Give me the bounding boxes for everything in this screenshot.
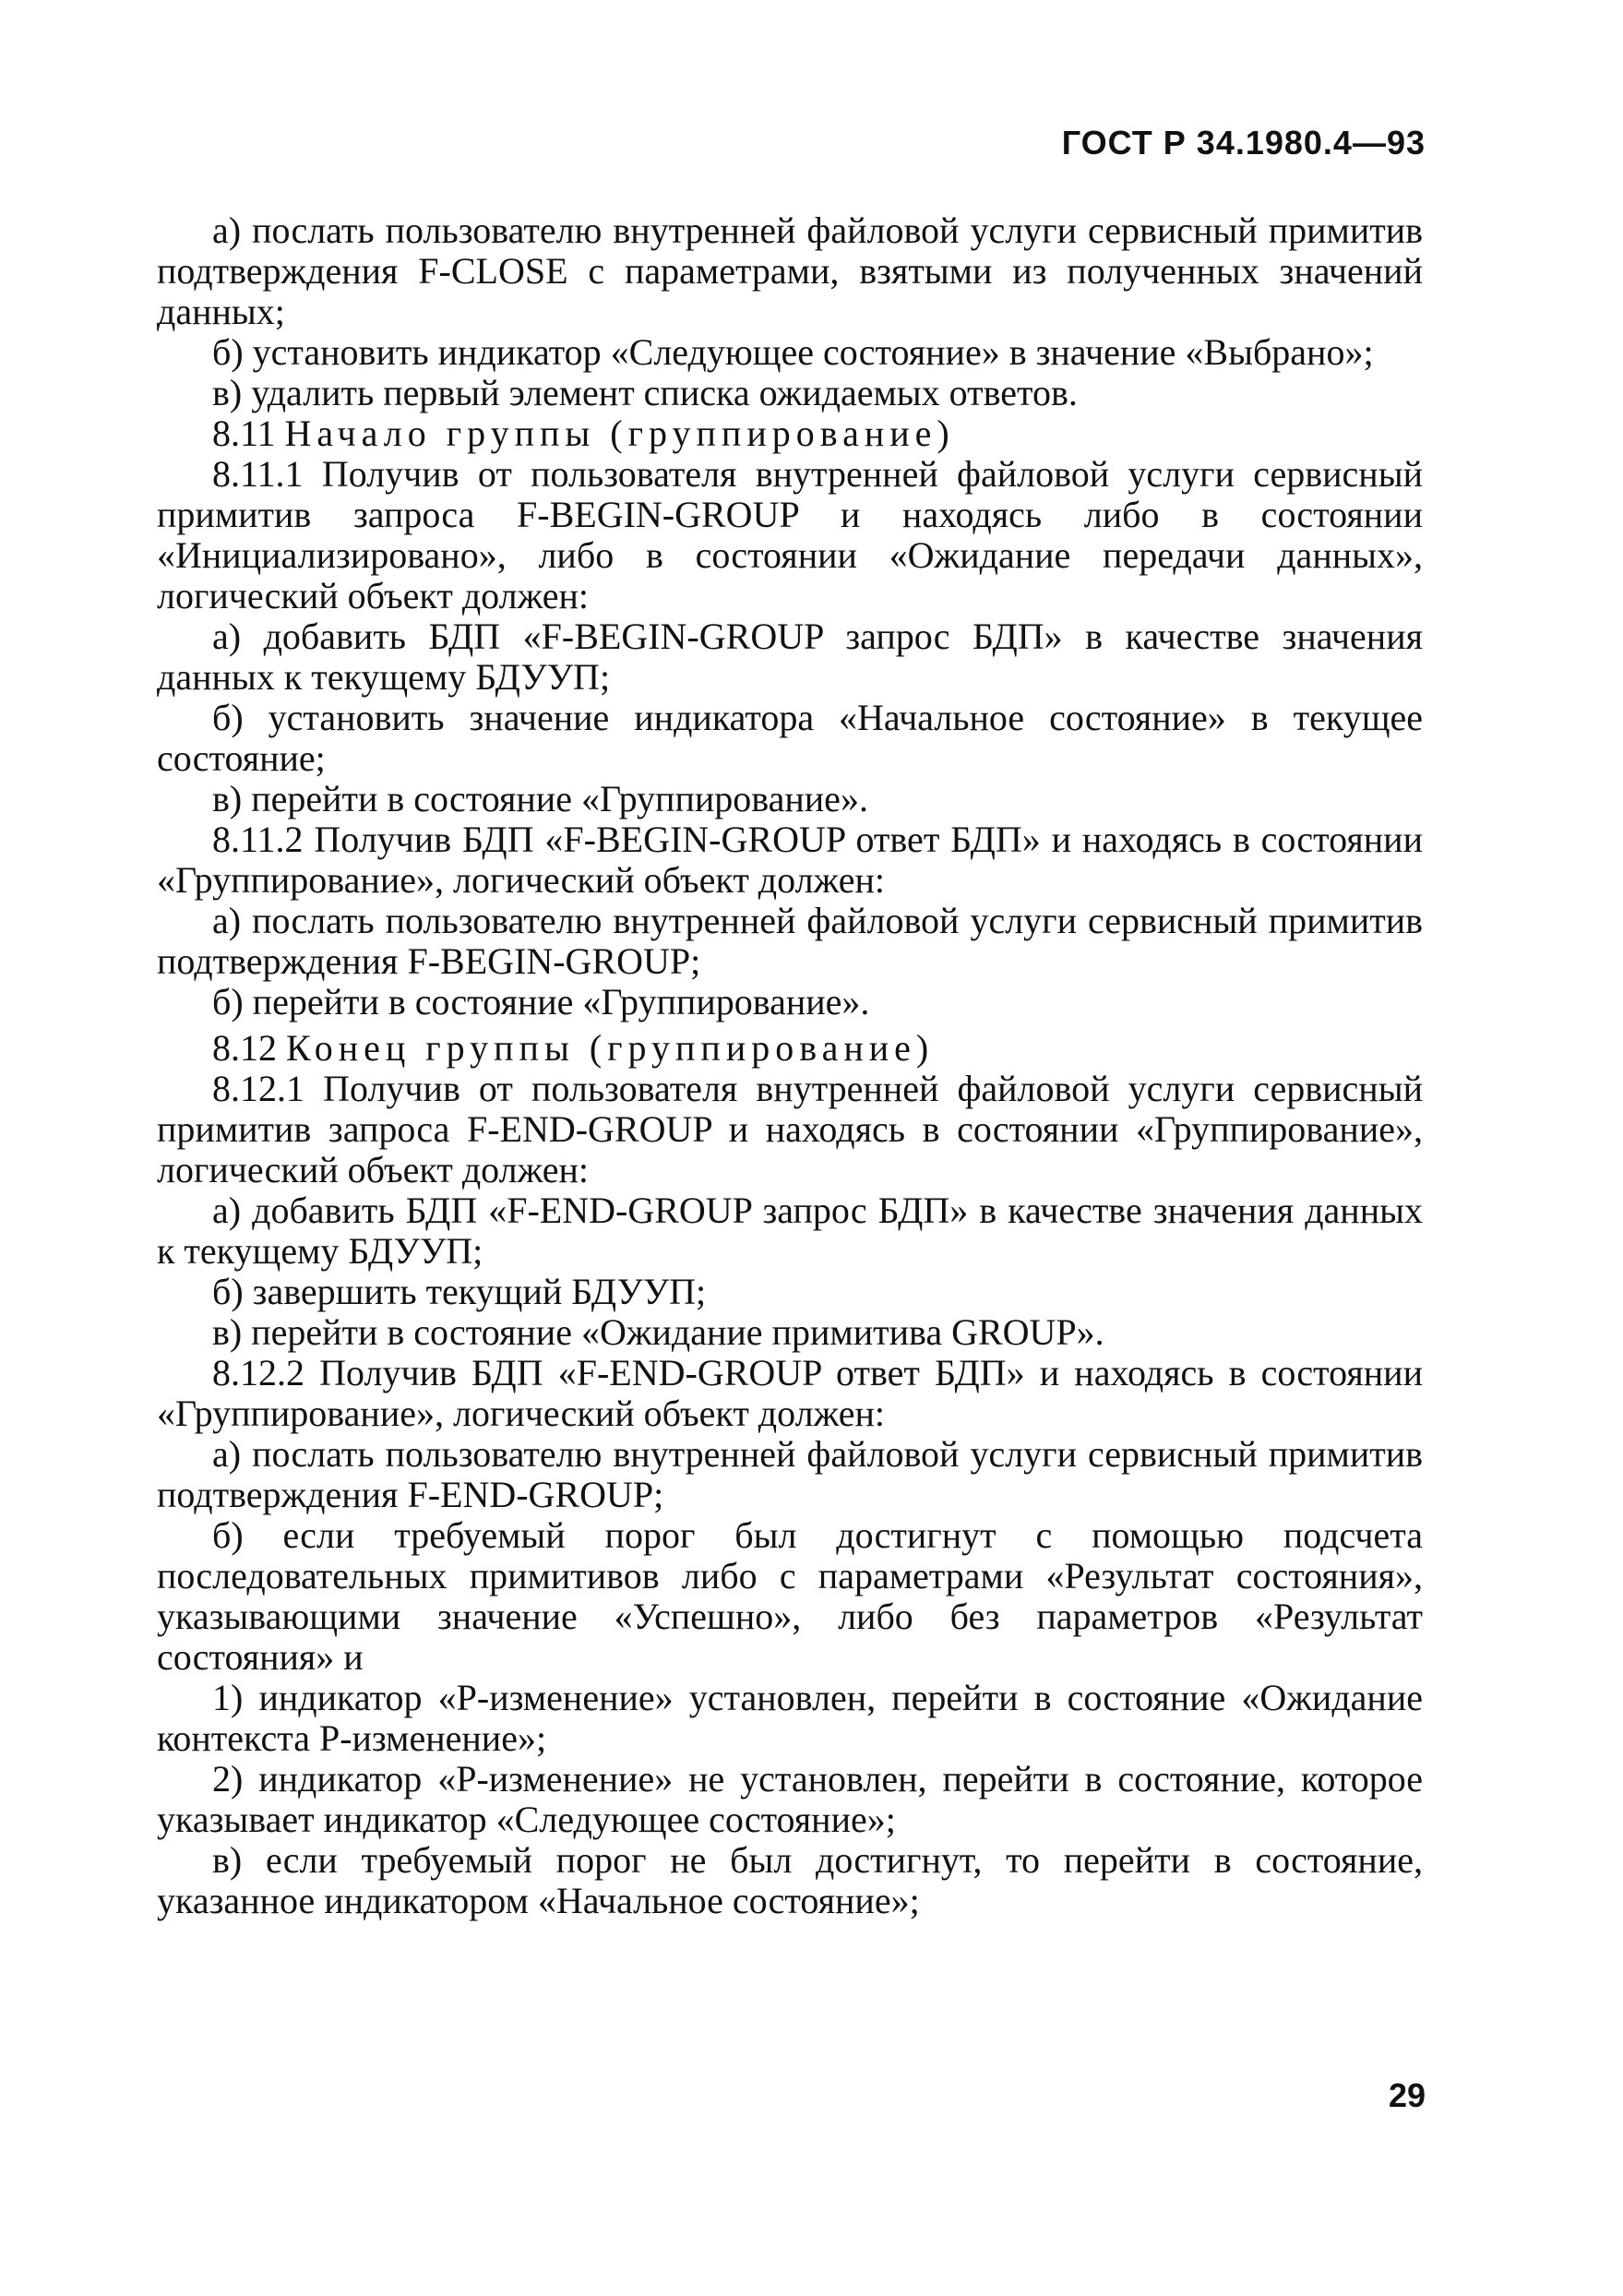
paragraph: б) перейти в состояние «Группирование». bbox=[212, 981, 870, 1022]
section-title: Конец группы (группирование) bbox=[286, 1027, 935, 1069]
paragraph: а) послать пользователю внутренней файловой услуги сервисный примитив подтверждения F-CLOSE с параметрами, взятыми из полученных значений данных; bbox=[157, 209, 1423, 332]
section-number: 8.12 bbox=[212, 1027, 277, 1069]
paragraph: а) послать пользователю внутренней файловой услуги сервисный примитив подтверждения F-END-GROUP; bbox=[157, 1433, 1423, 1515]
paragraph: в) если требуемый порог не был достигнут, то перейти в состояние, указанное индикатором «Начальное состояние»; bbox=[157, 1839, 1423, 1921]
paragraph: в) перейти в состояние «Ожидание примитива GROUP». bbox=[212, 1311, 1104, 1353]
paragraph: а) послать пользователю внутренней файловой услуги сервисный примитив подтверждения F-BEGIN-GROUP; bbox=[157, 900, 1423, 982]
paragraph: б) установить значение индикатора «Начальное состояние» в текущее состояние; bbox=[157, 697, 1423, 779]
page-number: 29 bbox=[1388, 2076, 1426, 2114]
paragraph: б) завершить текущий БДУУП; bbox=[212, 1271, 707, 1312]
paragraph: 2) индикатор «Р-изменение» не установлен, перейти в состояние, которое указывает индикатор «Следующее состояние»; bbox=[157, 1758, 1423, 1840]
section-heading-8-11 bbox=[157, 413, 1423, 454]
paragraph: 8.11.1 Получив от пользователя внутренней файловой услуги сервисный примитив запроса F-BEGIN-GROUP и находясь либо в состоянии «Инициализировано», либо в состоянии «Ожидание передачи данных», логический объект должен: bbox=[157, 453, 1423, 616]
paragraph: б) установить индикатор «Следующее состояние» в значение «Выбрано»; bbox=[212, 331, 1374, 373]
paragraph: 8.11.2 Получив БДП «F-BEGIN-GROUP ответ БДП» и находясь в состоянии «Группирование», логический объект должен: bbox=[157, 819, 1423, 901]
paragraph: 1) индикатор «Р-изменение» установлен, перейти в состояние «Ожидание контекста Р-изменение»; bbox=[157, 1677, 1423, 1759]
section-number: 8.11 bbox=[212, 413, 276, 454]
section-heading-8-12 bbox=[157, 1028, 1423, 1069]
page-body bbox=[157, 210, 1423, 1921]
paragraph: а) добавить БДП «F-BEGIN-GROUP запрос БДП» в качестве значения данных к текущему БДУУП; bbox=[157, 616, 1423, 698]
paragraph: б) если требуемый порог был достигнут с помощью подсчета последовательных примитивов либо с параметрами «Результат состояния», указывающими значение «Успешно», либо без параметров «Результат состояния» и bbox=[157, 1514, 1423, 1678]
document-header: ГОСТ Р 34.1980.4—93 bbox=[1061, 124, 1426, 161]
paragraph: в) перейти в состояние «Группирование». bbox=[212, 778, 868, 819]
paragraph: 8.12.1 Получив от пользователя внутренней файловой услуги сервисный примитив запроса F-END-GROUP и находясь в состоянии «Группирование», логический объект должен: bbox=[157, 1068, 1423, 1190]
paragraph: а) добавить БДП «F-END-GROUP запрос БДП» в качестве значения данных к текущему БДУУП; bbox=[157, 1190, 1423, 1272]
section-title: Начало группы (группирование) bbox=[284, 413, 955, 454]
paragraph: в) удалить первый элемент списка ожидаемых ответов. bbox=[212, 372, 1078, 413]
paragraph: 8.12.2 Получив БДП «F-END-GROUP ответ БДП» и находясь в состоянии «Группирование», логический объект должен: bbox=[157, 1352, 1423, 1434]
